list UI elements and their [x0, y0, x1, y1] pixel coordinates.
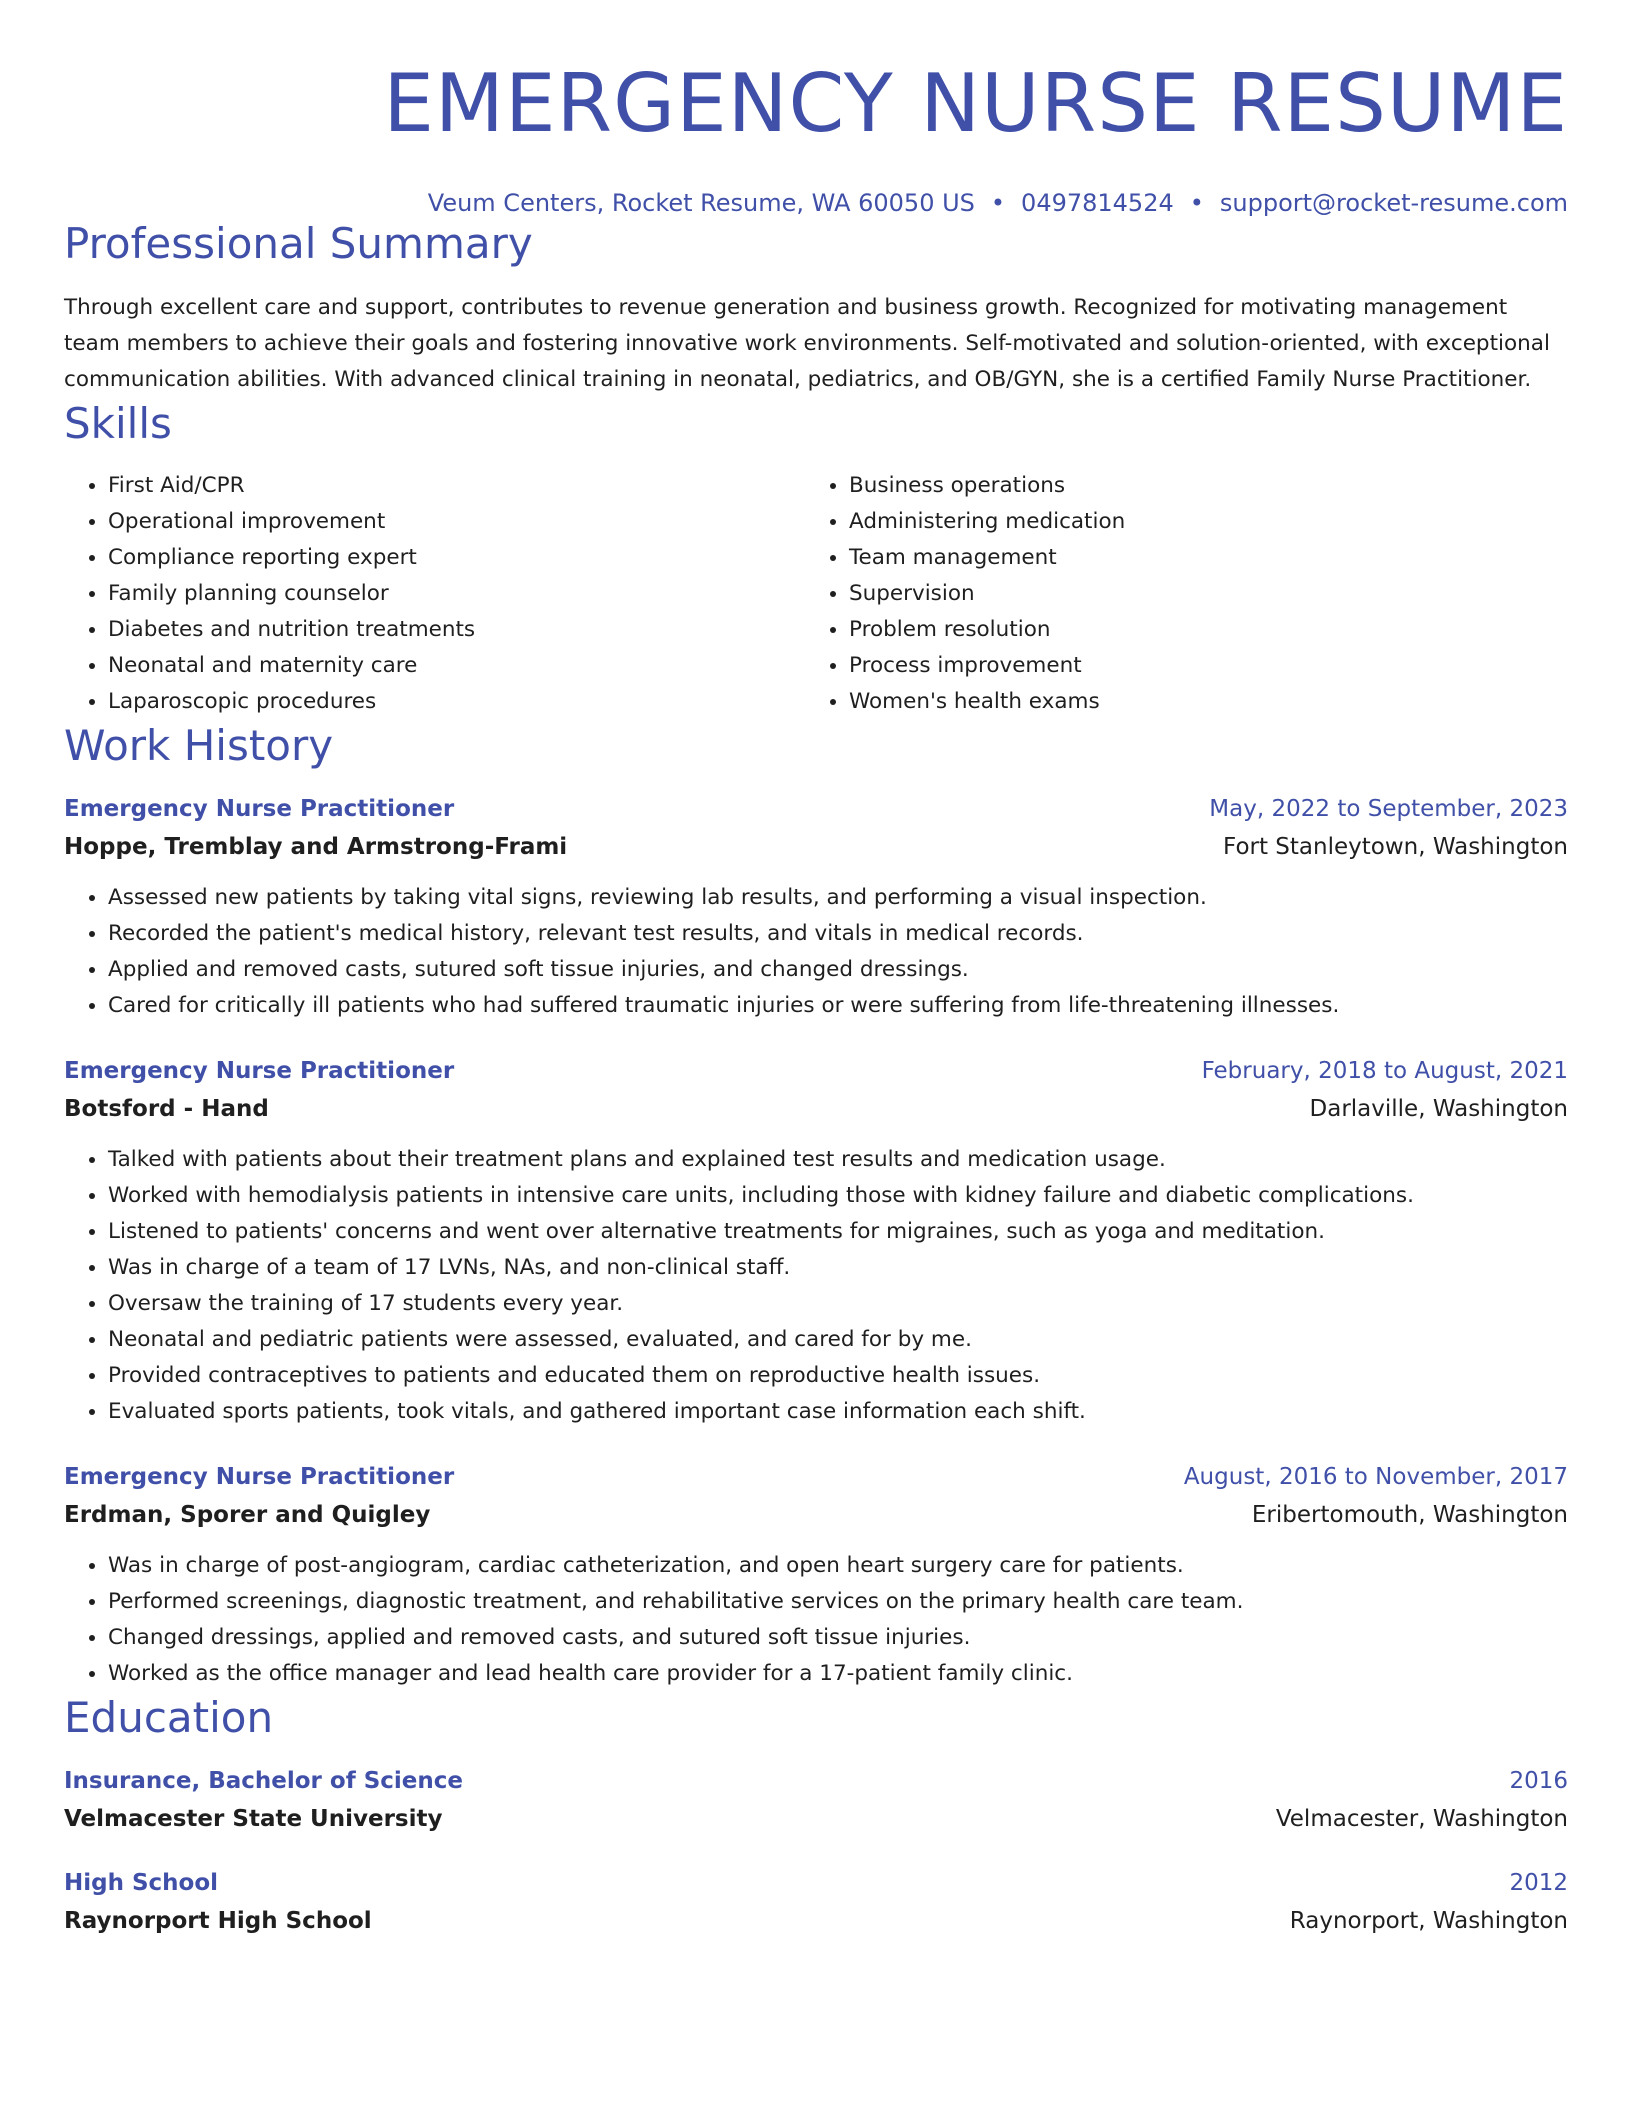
skill-item: • Laparoscopic procedures: [108, 684, 805, 720]
job-bullet: • Was in charge of a team of 17 LVNs, NAs, and non-clinical staff.: [108, 1250, 1568, 1286]
education-heading: Education: [64, 1693, 274, 1742]
contact-phone: 0497814524: [1021, 189, 1174, 217]
skill-item: • Business operations: [849, 468, 1125, 504]
job-bullet: • Performed screenings, diagnostic treatment, and rehabilitative services on the primary health care team.: [108, 1584, 1568, 1620]
job-title: Emergency Nurse Practitioner: [64, 1058, 455, 1084]
job-title: Emergency Nurse Practitioner: [64, 1464, 455, 1490]
skill-item: • Neonatal and maternity care: [108, 648, 805, 684]
education-location: Velmacester, Washington: [1275, 1806, 1568, 1832]
job-dates: May, 2022 to September, 2023: [1209, 796, 1568, 822]
summary-text: Through excellent care and support, contributes to revenue generation and business growth. Recognized for motivating management team members to achieve their goals and fostering innovative work environments. Self-motivated and solution-oriented, with exceptional communication abilities. With advanced clinical training in neonatal, pediatrics, and OB/GYN, she is a certified Family Nurse Practitioner.: [64, 295, 1550, 392]
education-school: Velmacester State University: [64, 1806, 443, 1832]
education-school: Raynorport High School: [64, 1908, 372, 1934]
job-bullet: • Evaluated sports patients, took vitals, and gathered important case information each shift.: [108, 1394, 1568, 1430]
skill-item: • Team management: [849, 540, 1125, 576]
job-location: Darlaville, Washington: [1309, 1096, 1568, 1122]
job-bullet: • Recorded the patient's medical history, relevant test results, and vitals in medical records.: [108, 916, 1568, 952]
skill-item: • Diabetes and nutrition treatments: [108, 612, 805, 648]
job-bullet: • Listened to patients' concerns and went over alternative treatments for migraines, such as yoga and meditation.: [108, 1214, 1568, 1250]
job-entry: [64, 794, 1568, 1024]
summary-heading: Professional Summary: [64, 219, 533, 268]
job-employer: Botsford - Hand: [64, 1096, 269, 1122]
job-title: Emergency Nurse Practitioner: [64, 796, 455, 822]
contact-email: support@rocket-resume.com: [1219, 189, 1568, 217]
job-bullet: • Provided contraceptives to patients and educated them on reproductive health issues.: [108, 1358, 1568, 1394]
skill-item: • First Aid/CPR: [108, 468, 805, 504]
job-bullets: [64, 1548, 1568, 1692]
contact-separator: •: [990, 189, 1006, 217]
job-bullet: • Oversaw the training of 17 students every year.: [108, 1286, 1568, 1322]
skill-item: • Women's health exams: [849, 684, 1125, 720]
skills-column-left: [64, 468, 805, 720]
education-year: 2016: [1509, 1768, 1568, 1794]
job-bullet: • Assessed new patients by taking vital signs, reviewing lab results, and performing a visual inspection.: [108, 880, 1568, 916]
job-bullets: [64, 1142, 1568, 1430]
work-history-heading: Work History: [64, 721, 334, 770]
job-bullet: • Changed dressings, applied and removed casts, and sutured soft tissue injuries.: [108, 1620, 1568, 1656]
skills-heading: Skills: [64, 399, 172, 448]
job-location: Eribertomouth, Washington: [1251, 1502, 1568, 1528]
job-dates: February, 2018 to August, 2021: [1201, 1058, 1568, 1084]
education-degree: Insurance, Bachelor of Science: [64, 1768, 464, 1794]
skill-item: • Process improvement: [849, 648, 1125, 684]
job-bullet: • Worked as the office manager and lead health care provider for a 17-patient family clinic.: [108, 1656, 1568, 1692]
skill-item: • Problem resolution: [849, 612, 1125, 648]
education-entry: [64, 1868, 1568, 1936]
skill-item: • Operational improvement: [108, 504, 805, 540]
job-bullet: • Applied and removed casts, sutured soft tissue injuries, and changed dressings.: [108, 952, 1568, 988]
skill-item: • Compliance reporting expert: [108, 540, 805, 576]
job-dates: August, 2016 to November, 2017: [1183, 1464, 1568, 1490]
job-entry: [64, 1462, 1568, 1692]
skill-item: • Supervision: [849, 576, 1125, 612]
contact-separator: •: [1189, 189, 1204, 217]
contact-address: Veum Centers, Rocket Resume, WA 60050 US: [427, 189, 975, 217]
skill-item: • Administering medication: [849, 504, 1125, 540]
job-bullet: • Was in charge of post-angiogram, cardiac catheterization, and open heart surgery care for patients.: [108, 1548, 1568, 1584]
education-year: 2012: [1509, 1870, 1568, 1896]
job-employer: Hoppe, Tremblay and Armstrong-Frami: [64, 834, 568, 860]
job-bullet: • Cared for critically ill patients who had suffered traumatic injuries or were suffering from life-threatening illnesses.: [108, 988, 1568, 1024]
education-degree: High School: [64, 1870, 219, 1896]
job-bullets: [64, 880, 1568, 1024]
education-entry: [64, 1766, 1568, 1834]
job-location: Fort Stanleytown, Washington: [1223, 834, 1568, 860]
contact-line: [64, 188, 1568, 218]
job-bullet: • Worked with hemodialysis patients in intensive care units, including those with kidney failure and diabetic complications.: [108, 1178, 1568, 1214]
job-entry: [64, 1056, 1568, 1430]
job-bullet: • Neonatal and pediatric patients were assessed, evaluated, and cared for by me.: [108, 1322, 1568, 1358]
education-location: Raynorport, Washington: [1289, 1908, 1568, 1934]
skill-item: • Family planning counselor: [108, 576, 805, 612]
skills-list: [64, 468, 1568, 720]
job-bullet: • Talked with patients about their treatment plans and explained test results and medication usage.: [108, 1142, 1568, 1178]
job-employer: Erdman, Sporer and Quigley: [64, 1502, 431, 1528]
skills-column-right: [805, 468, 1125, 720]
resume-title: EMERGENCY NURSE RESUME: [383, 57, 1568, 150]
